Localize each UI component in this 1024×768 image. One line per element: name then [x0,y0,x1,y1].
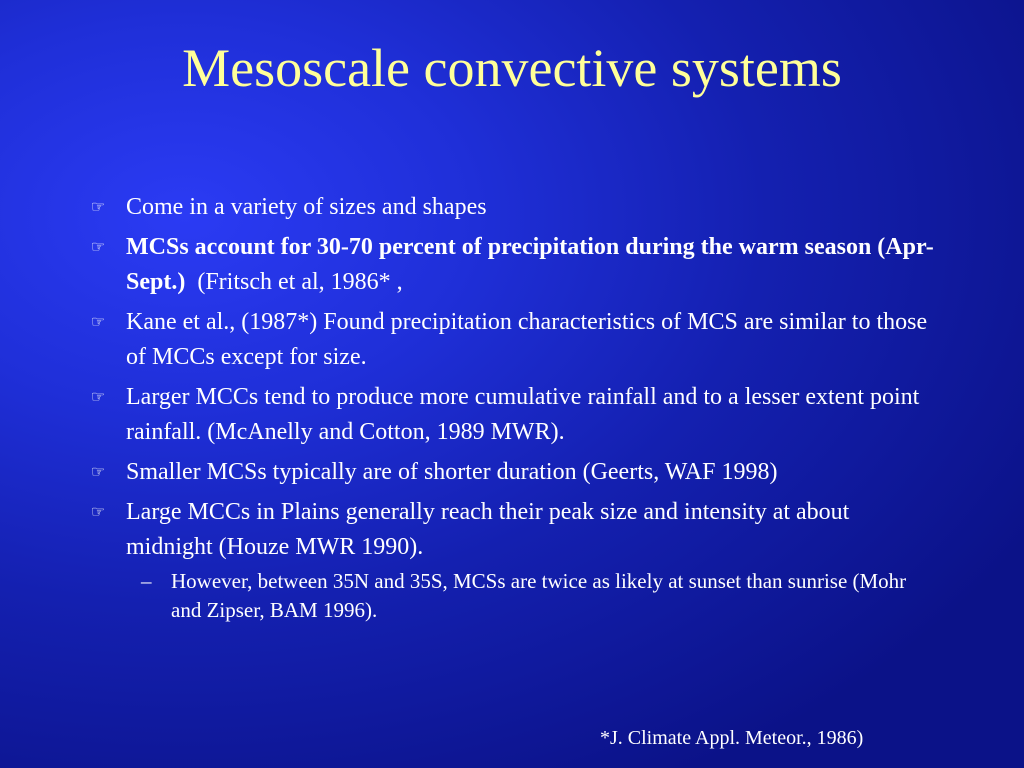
footnote: *J. Climate Appl. Meteor., 1986) [600,727,864,749]
bullet-item [86,380,936,450]
pointing-hand-icon: ☞ [90,504,106,521]
pointing-hand-icon: ☞ [90,314,106,331]
dash-marker: – [141,569,152,593]
bullet-text: (Fritsch et al, 1986* , [185,269,403,295]
bullet-list [86,190,936,630]
pointing-hand-icon: ☞ [90,199,106,216]
sub-bullet-item [126,567,936,625]
pointing-hand-icon: ☞ [90,389,106,406]
bullet-item [86,455,936,490]
bullet-item [86,230,936,300]
bullet-text: Larger MCCs tend to produce more cumulative rainfall and to a lesser extent point rainfall. (McAnelly and Cotton, 1989 MWR). [126,384,920,445]
slide-title: Mesoscale convective systems [182,38,842,98]
bullet-text: Smaller MCSs typically are of shorter duration (Geerts, WAF 1998) [126,459,778,485]
bullet-text: Kane et al., (1987*) Found precipitation characteristics of MCS are similar to those of MCCs except for size. [126,309,928,370]
bullet-item [86,190,936,225]
sub-bullet-list [126,567,936,625]
bullet-item [86,305,936,375]
bullet-text: Come in a variety of sizes and shapes [126,194,487,220]
bullet-bold-text: MCSs account for 30-70 percent of precipitation during the warm season (Apr-Sept.) [126,234,934,295]
bullet-text: Large MCCs in Plains generally reach their peak size and intensity at about midnight (Houze MWR 1990). [126,499,850,560]
pointing-hand-icon: ☞ [90,464,106,481]
sub-bullet-text: However, between 35N and 35S, MCSs are twice as likely at sunset than sunrise (Mohr and Zipser, BAM 1996). [171,569,907,622]
pointing-hand-icon: ☞ [90,239,106,256]
bullet-item [86,495,936,625]
